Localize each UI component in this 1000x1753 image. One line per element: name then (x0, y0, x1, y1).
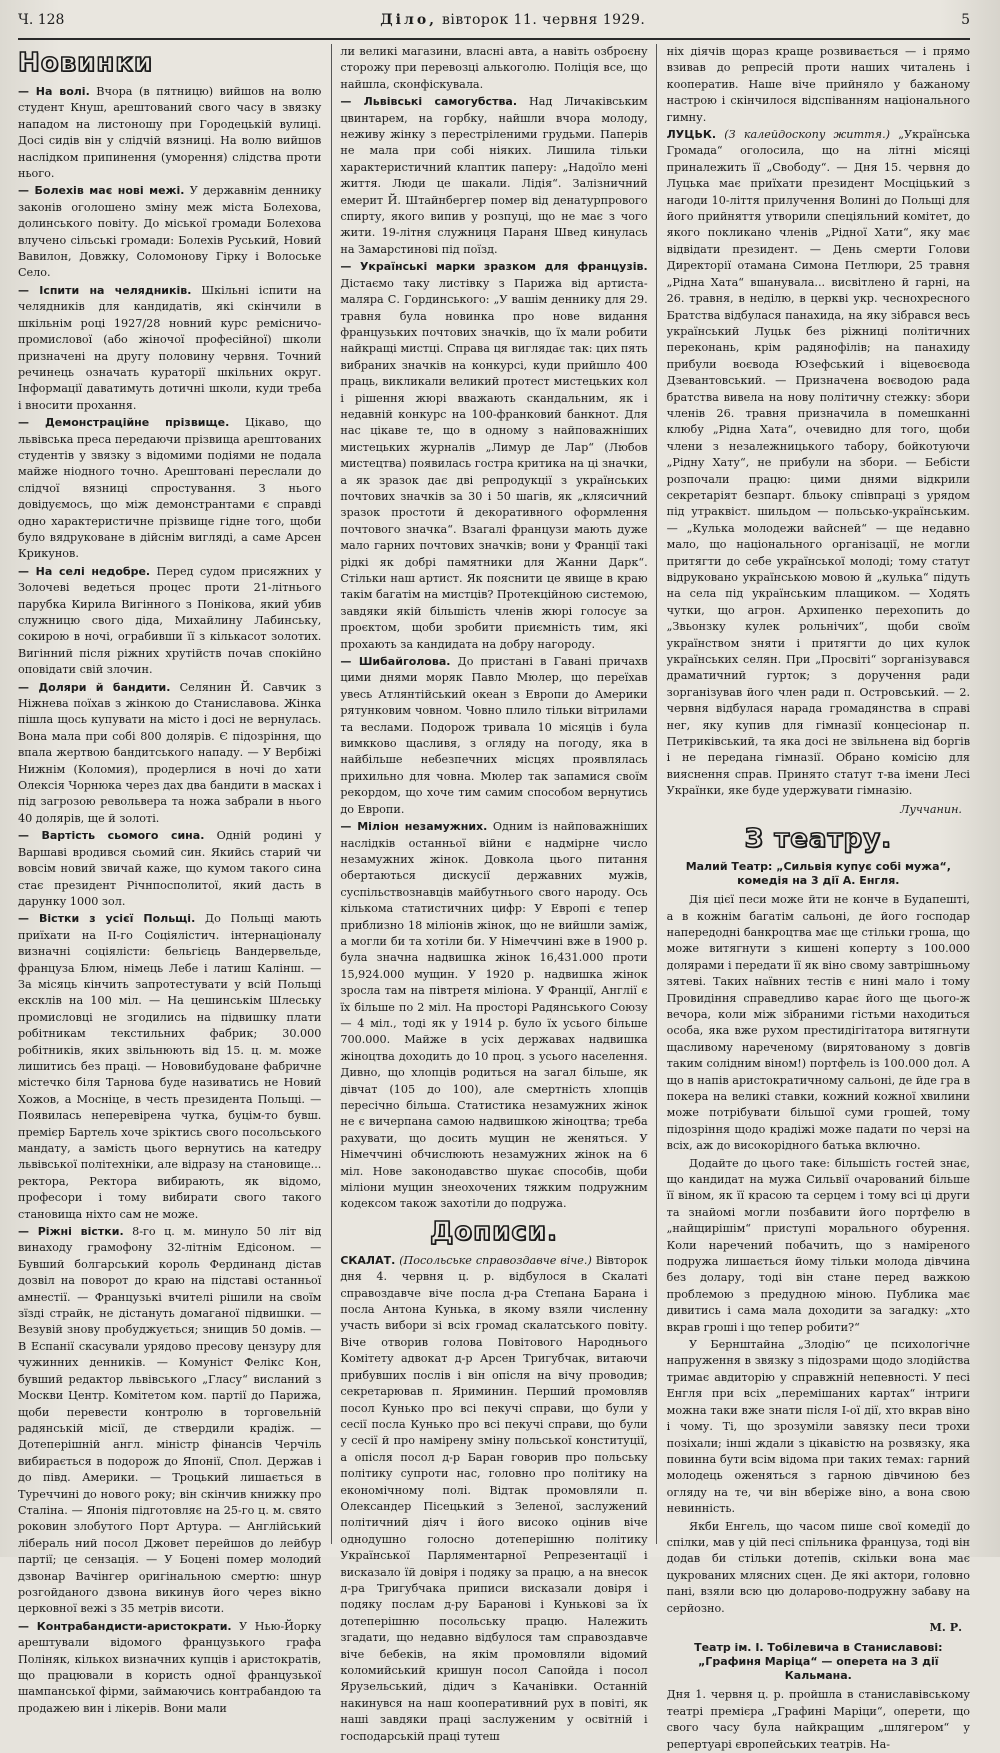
lutsk-signature: Луччанин. (900, 802, 962, 816)
news-item (18, 828, 321, 910)
news-item-text: У державнім деннику законів оголошено зміну меж міста Болехова, долинського повіту. До міської громади Болехова влучено сільські громади: Болехів Руський, Новий Вавилон, Довжку, Соломонову Гірку і Волоське Село. (18, 184, 322, 280)
lutsk-lead: (З калейдоскопу життя.) (724, 128, 891, 142)
news-item-heading: — Вістки з усієї Польщі. (18, 912, 196, 926)
middle-news-item-heading: — Львівські самогубства. (340, 95, 518, 109)
theatre1-signature: М. Р. (929, 1619, 962, 1634)
news-continuation: ли великі магазини, власні авта, а навіть озброєну сторожу при перевозці алькоголю. Поліція все, що найшла, сконфіскувала. (340, 45, 648, 91)
middle-news-item-heading: — Шибайголова. (340, 655, 451, 669)
news-item-text: До Польщі мають приїхати на II-го Соціялістич. інтернаціоналу визначні соціялісти: бельгієць Вандервельде, француза Блюм, німець Лебе і латиш Калінш. — За місяць кінчить запротестувати у всій Польщі ексклів на 100 міл. — На цешинськім Шлеську промисловці не згодились на підвишку плати робітникам текстильних фабрик; 30.000 робітників, яких звільнюють від 15. ц. м. може лишитись без праці. — Нововибудоване фабричне містечко біля Тарнова буде називатись не Новий Хожов, а Мосніце, в честь президента Польщі. — Появилась неперевірена чутка, буцім-то бувш. премієр Бартель хоче зріктись свого посольського мандату, а замість цього вернутись на катедру львівської політехніки, але відразу на становище... ректора, Ректора вибирають, як відомо, професори і тому вибирати свого такого становища ніхто сам не може. (18, 912, 322, 1221)
review-paragraph: Дія цієї песи може йти не конче в Будапешті, а в кожнім багатім сальоні, де його господар напередодні банкроцтва має ще стільки гроша, що може витягнути з кишені коперту з 100.000 долярами і передати її як віно свому завтрішньому зятеві. Таких наївних тестів є нині мало і тому Провидіння справедливо карає його ще цього-ж вечора, коли між зібраними гістьми находиться особа, яка вже рухом престидігітатора витягнути щасливому нареченому (вирятованому з довгів таким солідним віном!) портфель із 100.000 дол. А що в напів аристократичному сальоні, де йде гра в покера на великі ставки, кожний кожної хвилини може потрібувати більшої суми грошей, тому підозріння щодо крадіжі може падати по черзі на всіх, аж до високорідного батька включно. (666, 893, 970, 1153)
news-item-heading: — Болехів має нові межі. (18, 184, 185, 198)
dopys-place: СКАЛАТ. (340, 1253, 396, 1267)
news-item-text: Перед судом присяжних у Золочеві ведеться процес проти 21-літнього парубка Кирила Вигінного з Понікова, який убив служницю свого діда, Михайлину Лабинську, сокирою в ночі, ограбивши її з кількасот золотих. Вигінний після ріжних хрутійств почав спокійно оповідати свій злочин. (18, 564, 322, 677)
section-title-news: Новинки (18, 48, 154, 78)
news-item (18, 564, 321, 679)
news-item-heading: — Ріжні вістки. (18, 1225, 124, 1239)
dopys-lead: (Посольське справоздавче віче.) (399, 1253, 592, 1267)
news-item-heading: — Контрабандисти-аристократи. (18, 1619, 232, 1633)
review-paragraph: Якби Енгель, що часом пише свої комедії до спілки, мав у цій песі спільника француза, тоді він додав би стільки дотепів, скільки вона має цукрованих млясних сцен. Де які актори, головно пані, взяли всю цю доларово-подружну забаву на серйозно. (666, 1519, 970, 1615)
review-paragraph: Додайте до цього таке: більшість гостей знає, що кандидат на мужа Сильвії очарований більше її віном, як її красою та серцем і тому всі ці други та знайомі могли позбавити його портфелю в „найщирішім“ приступі морального обурення. Коли наречений побачить, що з наміреного подружа лишається йому тільки молода дівчина без долару, тоді він стане перед важкою проблемою з предудною міною. Публика має дивитись і сама мала доходити за загадку: „хто вкрав гроші і що тепер робити?“ (666, 1156, 970, 1334)
middle-news-item (340, 94, 647, 258)
news-item-heading: — Вартість сьомого сина. (18, 829, 205, 843)
review-paragraph: У Бернштайна „Злодію“ це психологічне напруження в звязку з підозрами щодо злодійства тримає авдиторію у справжній непевності. У песі Енгля при всіх „перемішаних картах“ інтриги можна таки вже знати після I-ої дії, хто вкрав віно і чому. Ті, що зрозуміли завязку песи трохи позіхали; інші ждали з цікавістю на розвязку, яка повинна бути всім відома при таких темах: гарний молодець оженяться з гарною дівчиною без огляду на те, чи він вберіже віно, а вона свою невинність. (666, 1338, 970, 1516)
section-title-dopysy: Дописи. (430, 1216, 558, 1247)
news-item-text: 8-го ц. м. минуло 50 літ від винаходу грамофону 32-літнім Едісоном. — Бувший болгарський король Фердинанд дістав дозвіл на поворот до краю на підставі останньої амнестії. — Французькі вчителі рішили на своїм зїзді страйк, не дістануть домаганої підвишки. — Везувій знову пробуджується; знищив 50 домів. — В Еспанії скасували урядово пресову цензуру для чужинних денників. — Комуніст Фелікс Кон, бувший редактор львівського „Гласу“ висланий з Москви Центр. Комітетом ком. партії до Парижа, щоби перевести контролю в торговельній радянській місії, де ствердили крадіж. — Дотеперішній англ. міністр фінансів Черчіль вибирається в подорож до Японії, Спол. Держав і до півд. Америки. — Троцький лишається в Туреччині до нового року; він скінчив книжку про Сталіна. — Японія підготовляє на 25-го ц. м. свято роковин злобутого Порт Артура. — Англійський лібераль ний посол Джовет перейшов до лейбур партії; це сензація. — У Боцені помер молодий дзвонар Вачінгер оригінальною смертю: шнур розгойданого дзвона викинув його через вікно церковної вежі з 35 метрів висоти. (18, 1225, 322, 1616)
middle-news-item-text: Над Личаківським цвинтарем, на горбку, найшли вчора молоду, неживу жінку з перестріленими грудьми. Паперів не мала при собі ніяких. Лишила тільки характеристичний клаптик паперу: „Надоїло мені життя. Люди це шакали. Лідія“. Залізничний емерит Й. Штайнбергер помер від денатурпрового спирту, якого випив у розпуці, що не має з чого жити. 19-літня служниця Параня Швед кинулась на Замарстинові під поїзд. (340, 95, 648, 256)
column-middle (331, 44, 656, 1743)
paper-name: Діло, (380, 12, 438, 28)
news-item (18, 183, 321, 281)
column-news (18, 44, 322, 1715)
news-item-text: Селянин Й. Савчик з Ніжнева поїхав з жінкою до Станиславова. Жінка пішла щось купувати на місто і досі не вернулась. Вона мала при собі 800 долярів. Є підозріння, що впала жертвою бандитського нападу. — У Вербіжі Нижнім (Коломия), продерлися в ночі до хати Олексія Чорнюка через дах два бандити в масках і під загрозою револьвера та ножа забрали в нього 40 долярів, ще й золоті. (18, 680, 322, 825)
dopys-lutsk (667, 127, 970, 800)
theatre1-title: Малий Театр: „Сильвія купує собі мужа“, комедія на 3 дії А. Енгля. (685, 860, 951, 888)
middle-news-item (340, 259, 647, 653)
middle-news-item-text: До пристані в Гавані причахв цими днями моряк Павло Мюлер, що переїхав увесь Атлянтійський океан з Европи до Америки рятунковим човном. Човно плило тільки вітрилами та веслами. Подорож тривала 10 місяців і була вимкково щасливя, з огляду на погоду, яка в найбільше небезпечних місцях проявлялась прихильно для човна. Мюлер так запамися своїм рекордом, що хоче тим самим способом вернутись до Европи. (340, 655, 648, 816)
news-item (18, 911, 321, 1223)
column-right (666, 44, 971, 1751)
news-item-heading: — Демонстраційне прізвище. (18, 416, 230, 430)
dopys-continuation: ніх діячів щораз краще розвивається — і прямо взивав до репресій проти наших читалень і кооператив. Наше віче прийняло у бажаному настрою і скінчилося відспіванням національного гимну. (666, 45, 970, 124)
middle-news-item (340, 819, 647, 1213)
page-number: 5 (961, 12, 970, 28)
news-item-text: Одній родині у Варшаві вродився сьомий син. Якийсь старий чи вовсім новий звичай каже, що кумом такого сина стає президент Річнпосполитої, який дасть в дарунку 1000 зол. (18, 829, 322, 908)
news-items (18, 84, 321, 1717)
page-header (18, 12, 970, 40)
middle-news-item-text: Одним із найповажніших наслідків останньої війни є надмірне число незамужних жінок. Довкола цього питання обертаються дискусії державних мужів, суспільствознавців майбутнього свого народу. Ось кількома статистичних цифр: У Европі є тепер приблизно 18 міліонів жінок, що не вийшли заміж, а могли би та хотіли би. У Німеччині вже в 1900 р. була значна надвишка жінок 16,431.000 проти 15,924.000 мущин. У 1920 р. надвишка жінок зросла там на півтретя міліона. У Франції, Англії є їх більше по 2 міл. На просторі Радянського Союзу — 4 міл., тоді як у 1914 р. було їх усього більше 700.000. Майже в усіх державах надвишка жіноцтва доходить до 10 проц. з усього населення. Дивно, що хлопців родиться на загал більше, як дівчат (105 до 100), але смертність хлопців пересічно більша. Статистика незамужних жінок не є вичерпана самою надвишкою жіноцтва; треба рахувати, що досить мущин не женяться. У Німеччині обчислюють незамужних жінок на 6 міл. Нове законодавство шукає способів, щоби міліони мущин знеохочених тяжким подружним кодексом також захотіли до подружа. (340, 820, 648, 1211)
news-item-heading: — Доляри й бандити. (18, 680, 171, 694)
section-title-theatre: З театру. (744, 824, 892, 855)
news-item-text: Вчора (в пятницю) вийшов на волю студент Кнуш, арештований свого часу в звязку нападом на листоношу при Городецькій вулиці. Досі сидів він у слідчій вязниці. На волю вийшов наслідком припинення (уморення) слідства проти нього. (18, 85, 322, 181)
theatre2-text: Дня 1. червня ц. р. пройшла в станиславівському театрі премієра „Графині Маріци“, оперети, що свого часу була найкращим „шлягером“ у репертуарі європейських театрів. На- (666, 1688, 970, 1751)
news-item-text: Шкільні іспити на челядників для кандидатів, які скінчили в шкільнім році 1927/28 новний курс ремісничо-промислової (або жіночої професійної) школи призначені на другу половину червня. Точний речинець означать кураторії шкільних округ. Інформації даватимуть дотичні школи, куди треба і вносити прохання. (18, 283, 322, 412)
middle-news-items (340, 94, 647, 1213)
news-item-text: У Нью-Йорку арештували відомого французького графа Поліняк, кількох визначних купців і аристократів, що працювали в користь одної французької шампанської фірми, займаючись контрабандою та продажею вин і лікерів. Вони мали (18, 1619, 322, 1715)
middle-news-item-heading: — Українські марки зразком для французів. (340, 260, 648, 274)
news-item (18, 415, 321, 563)
news-item (18, 1619, 321, 1717)
news-item-heading: — На селі недобре. (18, 564, 151, 578)
news-item-heading: — На волі. (18, 85, 90, 98)
masthead-line (380, 12, 645, 28)
middle-news-item-heading: — Міліон незамужних. (340, 820, 488, 834)
middle-news-item-text: Дістаємо таку листівку з Парижа від артиста-маляра С. Гординського: „У вашім деннику для 29. травня була новинка про нове видання французьких почтових значків, що їх мали робити найкращі мистці. Справа ця виглядає так: цих пять вибраних значків на конкурсі, куди прийшло 400 праць, викликали великий протест мистецьких кол і рішення жюрі вважають скандальним, як і недавній конкурс на 100-франковий банкнот. Для нас цікаве те, що в одному з найповажніших мистецьких журналів „Лимур де Лар“ (Любов мистецтва) появилась гостра критика на ці значки, а як зразок дає дві репродукції з українських почтових значків за 30 і 50 шагів, як „клясичний зразок простоти й декоративного оформлення почтового значка“. Взагалі французи мають дуже мало гарних почтових значків; вони у Франції такі рідкі як добрі памятники для Жанни Дарк“. Стільки наш артист. Як пояснити це явище в краю такім багатім на мистців? Протекційною системою, завдяки якій більшість членів жюрі голосує за проєктом, щоби зробити приємність тим, які прохають за кандидата на добру нагороду. (340, 276, 648, 651)
middle-news-item (340, 654, 647, 818)
news-item (18, 283, 321, 414)
issue-number: Ч. 128 (18, 12, 65, 28)
news-item (18, 84, 321, 182)
theatre1-review (667, 892, 970, 1617)
lutsk-text: „Українська Громада“ оголосила, що на літні місяці приналежить її „Свободу“. — Дня 15. червня до Луцька має приїхати президент Мосціцький з нагоди 10-ліття прилучення Волині до Польщі для його прийняття утворили спеціяльний комітет, до якого покликано членів „Рідної Хати“, яку має відвідати президент. — День смерти Голови Директорії отамана Симона Петлюри, 25 травня „Рідна Хата“ вшанувала... висвітлено й гарні, на 26. травня, в неділю, в церкві укр. чеснохресного Братства відбулася панахида, на яку зібрався весь український Луцьк без ріжниці політичних переконань, крім радянофілів; на панахиду прибули воєвода Юзефський і віцевоєвода Дзевантовський. — Призначена воєводою рада братства вивела на нову політичну стежку: збори членів 26. травня призначила в помешканні клюбу „Рідна Хата“, очевидно для того, щоби члени з незалежницького табору, бойкотуючи „Рідну Хату“, не прибули на збори. — Бебісти розпочали працю: цими днями відкрили секретаріят безпарт. бльоку співпраці з урядом під утраквіст. шильдом — польсько-українським. — „Кулька молодежи вайсней“ — ще недавно мало, що національного організації, не могли притягти до себе української молоді; тому статут відруковано українською мовою й „кулька“ підуть на села під українським плащиком. — Ходять чутки, що агрон. Архипенко перехопить до „Звьонзку кулек рольнічих“, щоби своїм українством зняти і притягти до цих кулок українських селян. При „Просвіті“ зорганізувався драматичний гурток; з доручення ради зорганізував його член ради п. Островський. — 2. червня відбулася нарада громадянства в справі нег, яку купив для гімназії концесіонар п. Петриківський, та яка досі не звільнена від боргів і не передана гімназії. Обрано комісію для вияснення справ. Принято статут т-ва імени Лесі Українки, яке буде удержувати гімназію. (666, 128, 971, 798)
lutsk-place: ЛУЦЬК. (666, 128, 717, 142)
issue-date: вівторок 11. червня 1929. (442, 12, 646, 28)
news-item (18, 1224, 321, 1618)
dopys-skalat (340, 1253, 647, 1745)
news-item-heading: — Іспити на челядників. (18, 283, 192, 297)
news-item-text: Цікаво, що львівська преса передаючи прізвища арештованих студентів у звязку з відомими подіями не подала майже ніодного точно. Арештовані переслали до слідчої вязниці спростування. З нього довідуємось, що між демонстрантами є справді одно характеристичне прізвище гідне того, щоби було вядруковане в дійснім вигляді, а саме Арсен Крикунов. (18, 416, 322, 561)
theatre2-title: Театр ім. І. Тобілевича в Станиславові: „Графиня Маріца“ — оперета на 3 дії Кальмана. (694, 1641, 943, 1683)
dopys-text: Вівторок дня 4. червня ц. р. відбулося в Скалаті справоздавче віче посла д-ра Степана Барана і посла Антона Кунька, в якому взяли численну участь вибори зі всіх громад скалатського повіту. Віче отворив голова Повітового Народнього Комітету адвокат д-р Арсен Тригубчак, витаючи прибувших послів і він опісля на вічу проводив; секретарював п. Яриминин. Перший промовляв посол Кунько про всі пекучі справи, що були у сесії посла Кунько про всі пекучі справи, що були у сесії й про намірену зміну польської конституції, а опісля посол д-р Баран говорив про польську політику супроти нас, головно про політику на економічному полі. Відтак промовляли п. Олександер Пісецький з Зеленої, заслужений політичний діяч і його високо оцінив віче однодушно голосно дотеперішню політику Української Парляментарної Репрезентації і висказало їй довіря і подяку за працю, а на внесок д-ра Тригубчака приписи висказали довіря і подяку послам д-ру Баранові і Кунькові за їх дотеперішню посольську працю. Належить згадати, що недавно відбулося там справоздавче віче бебеків, на якім промовляли відомий коломийський кришун посол Сапойда і посол Ярузельський, дідич з Качанівки. Останній накинувся на наш кооперативний рух в повіті, як наші завдяки праці заслуженим у освітній і господарській праці тутеш (340, 1253, 648, 1743)
news-item (18, 680, 321, 828)
